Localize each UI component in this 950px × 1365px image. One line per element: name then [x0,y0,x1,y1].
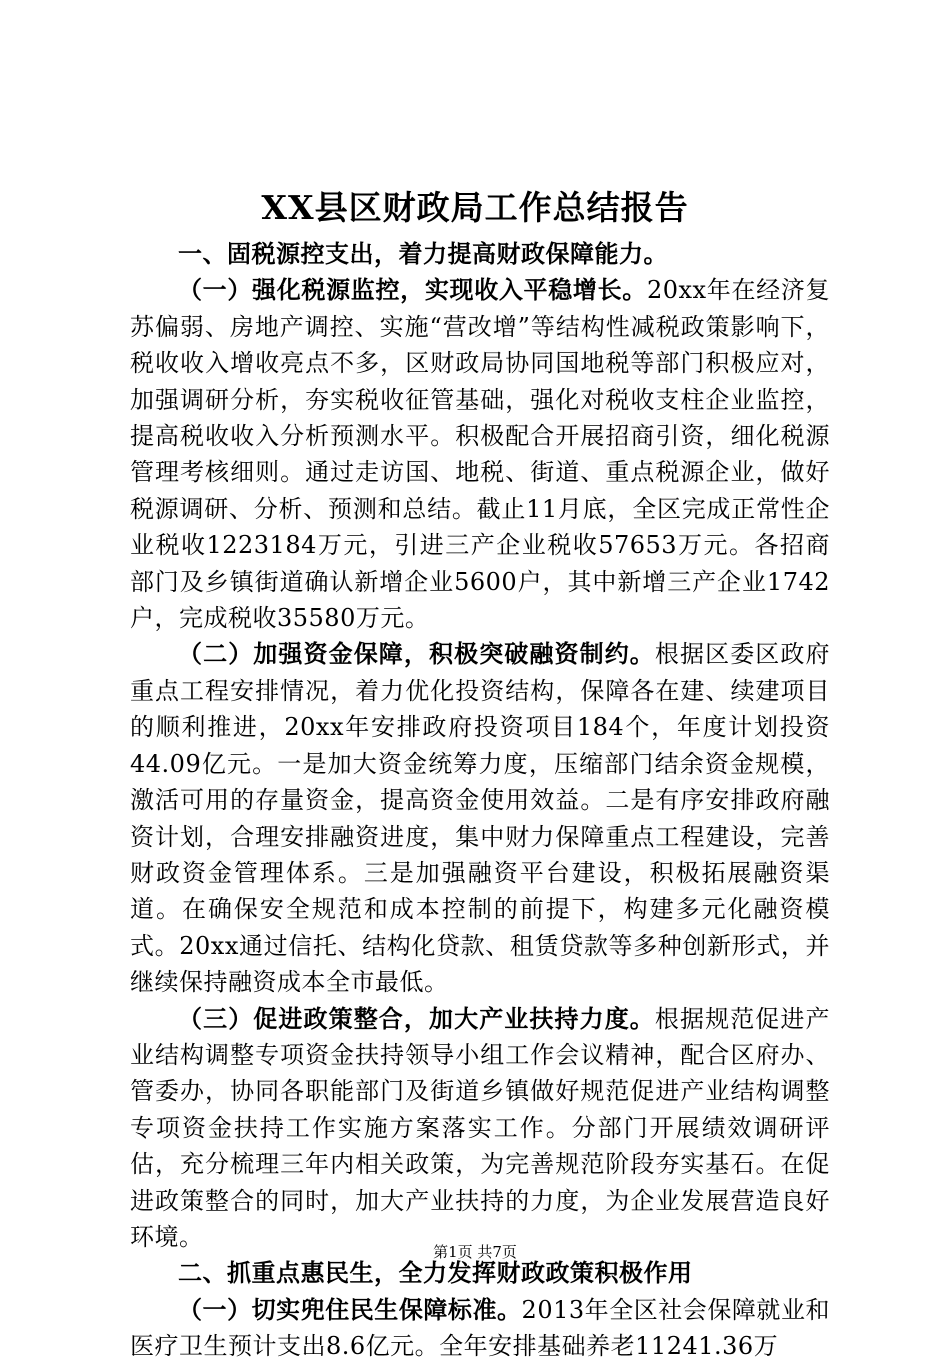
paragraph-lead: （一）强化税源监控，实现收入平稳增长。 [178,275,647,305]
document-title: XX县区财政局工作总结报告 [261,188,689,227]
section-1-paragraph-1 [130,272,830,636]
paragraph-lead: （一）切实兜住民生保障标准。 [178,1294,522,1324]
section-1-paragraph-2 [130,636,830,1000]
paragraph-lead: （三）促进政策整合，加大产业扶持力度。 [178,1003,655,1033]
section-1-paragraph-3 [130,1001,830,1256]
paragraph-text: 根据区委区政府重点工程安排情况，着力优化投资结构，保障各在建、续建项目的顺利推进，20xx年安排政府投资项目184个，年度计划投资44.09亿元。一是加大资金统筹力度，压缩部门结余资金规模，激活可用的存量资金，提高资金使用效益。二是有序安排政府融资计划，合理安排融资进度，集中财力保障重点工程建设，完善财政资金管理体系。三是加强融资平台建设，积极拓展融资渠道。在确保安全规范和成本控制的前提下，构建多元化融资模式。20xx通过信托、结构化贷款、租赁贷款等多种创新形式，并继续保持融资成本全市最低。 [130,640,831,997]
paragraph-text: 20xx年在经济复苏偏弱、房地产调控、实施“营改增”等结构性减税政策影响下，税收收入增收亮点不多，区财政局协同国地税等部门积极应对，加强调研分析，夯实税收征管基础，强化对税收支柱企业监控，提高税收收入分析预测水平。积极配合开展招商引资，细化税源管理考核细则。通过走访国、地税、街道、重点税源企业，做好税源调研、分析、预测和总结。截止11月底，全区完成正常性企业税收1223184万元，引进三产企业税收57653万元。各招商部门及乡镇街道确认新增企业5600户，其中新增三产企业1742户，完成税收35580万元。 [130,276,831,633]
paragraph-text: 根据规范促进产业结构调整专项资金扶持领导小组工作会议精神，配合区府办、管委办，协同各职能部门及街道乡镇做好规范促进产业结构调整专项资金扶持工作实施方案落实工作。分部门开展绩效调研评估，充分梳理三年内相关政策，为完善规范阶段夯实基石。在促进政策整合的同时，加大产业扶持的力度，为企业发展营造良好环境。 [130,1004,831,1251]
document-body [130,236,830,1365]
paragraph-lead: （二）加强资金保障，积极突破融资制约。 [178,639,655,669]
section-1-heading: 一、固税源控支出，着力提高财政保障能力。 [178,239,668,268]
section-2-paragraph-1 [130,1292,830,1365]
paragraph-text: 2013年全区社会保障就业和医疗卫生预计支出8.6亿元。全年安排基础养老11241.36万 [130,1295,831,1361]
page-number-footer: 第1页 共7页 [433,1243,517,1261]
section-2-heading: 二、抓重点惠民生，全力发挥财政政策积极作用 [178,1258,693,1288]
